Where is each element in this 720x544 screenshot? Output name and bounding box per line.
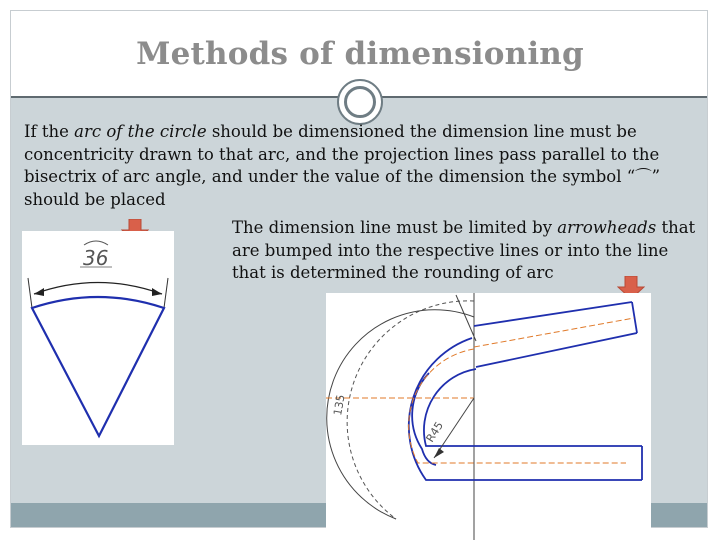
circle-ornament-inner	[344, 86, 376, 118]
projection-line	[164, 278, 168, 308]
paragraph-arc-dimension	[24, 121, 704, 211]
radius-value: R45	[423, 419, 447, 445]
slide-title: Methods of dimensioning	[136, 36, 584, 72]
paragraph-italic: arc of the circle	[74, 122, 207, 141]
paragraph-text: should be dimensioned the dimension line must be concentricity drawn to that arc, and the projection lines pass parallel to the bisectrix of arc angle, and under the value of the dimension the symbol “	[24, 122, 660, 186]
arc-symbol-mark	[84, 241, 108, 245]
dimension-value: 36	[83, 246, 109, 270]
arc-symbol: ⌒	[635, 167, 652, 186]
inner-edge-line	[476, 333, 637, 367]
projection-line	[28, 278, 32, 308]
bent-bar-drawing	[326, 293, 651, 540]
dimension-arc	[327, 310, 474, 519]
inner-outline	[424, 369, 642, 446]
paragraph-italic: arrowheads	[557, 218, 657, 237]
paragraph-text: If the	[24, 122, 75, 141]
arrowhead	[434, 448, 444, 458]
figure-bent-bar	[326, 293, 651, 540]
paragraph-arrowheads	[232, 217, 702, 285]
paragraph-text: The dimension line must be limited by	[232, 218, 558, 237]
outer-outline	[409, 338, 642, 480]
paragraph-text: that are bumped into the respective lines or into the line that is determined the rounding of arc	[232, 218, 696, 282]
arc-sector-drawing	[22, 231, 174, 445]
dimension-line	[34, 283, 162, 295]
end-edge-line	[632, 302, 637, 333]
figure-arc-sector	[22, 231, 174, 445]
arrowhead	[34, 288, 44, 296]
projection-line	[456, 295, 476, 341]
paragraph-text: ” should be placed	[24, 167, 661, 209]
arrowhead	[152, 288, 162, 296]
sector-outline	[32, 297, 164, 436]
arc-value: 135	[331, 393, 348, 417]
